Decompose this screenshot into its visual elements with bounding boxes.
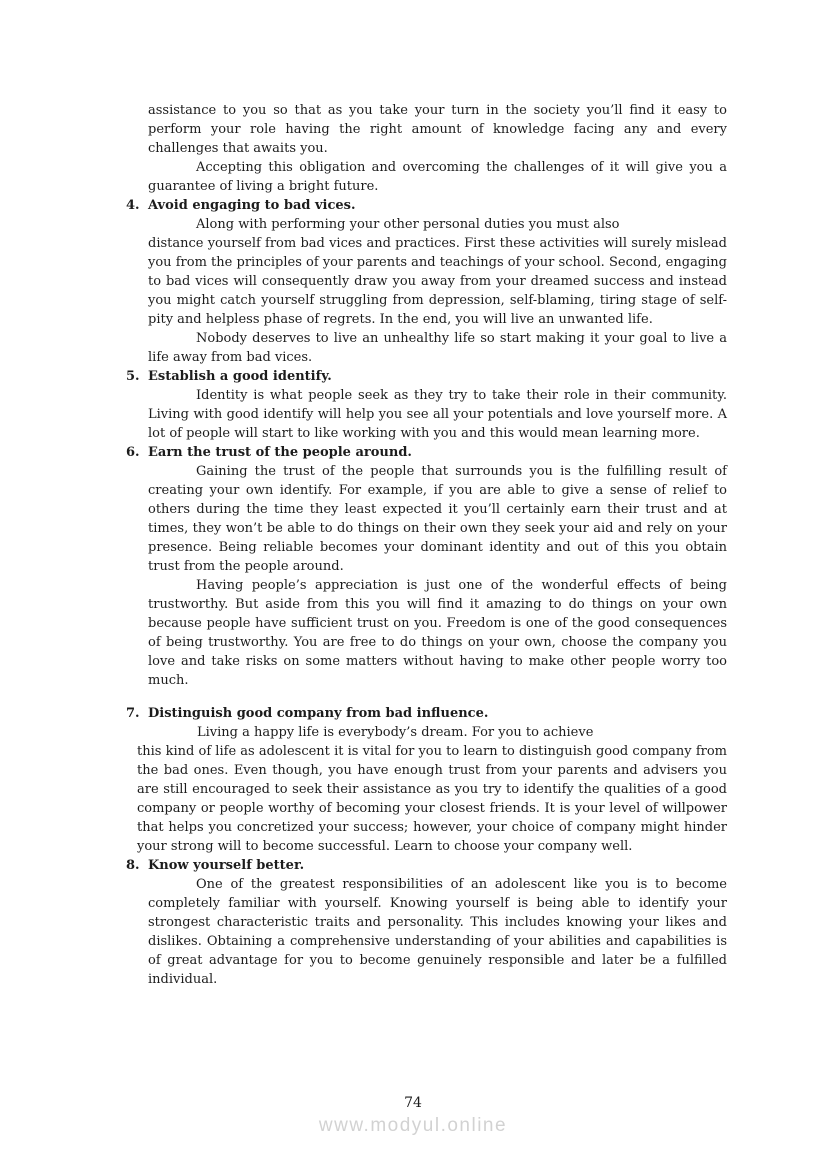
section-4-heading: [126, 196, 727, 215]
paragraph-section-6-gaining: Gaining the trust of the people that surrounds you is the fulfilling result of creating your own identify. For example, if you are able to give a sense of relief to others during the time they least expected it you’ll certainly earn their trust and at times, they won’t be able to do things on their own they seek your aid and rely on your presence. Being reliable becomes your dominant identity and out of this you obtain trust from the people around.: [148, 464, 727, 574]
section-4-number: 4.: [126, 198, 140, 213]
section-7-heading: [126, 704, 727, 723]
paragraph-section-4: [148, 215, 727, 329]
section-6-title: Earn the trust of the people around.: [148, 445, 412, 460]
page-number: 74: [404, 1095, 422, 1111]
section-6-number: 6.: [126, 445, 140, 460]
paragraph-continuation: assistance to you so that as you take your turn in the society you’ll find it easy to perform your role having the right amount of knowledge facing any and every challenges that awaits you.: [148, 103, 727, 156]
section-5-title: Establish a good identify.: [148, 369, 332, 384]
paragraph-spacer: [148, 690, 727, 704]
paragraph-section-4-rest: distance yourself from bad vices and practices. First these activities will surely mislead you from the principles of your parents and teachings of your school. Second, engaging to bad vices will consequently draw you away from your dreamed success and instead you might catch yourself struggling from depression, self-blaming, tiring stage of self-pity and helpless phase of regrets. In the end, you will live an unwanted life.: [148, 236, 727, 327]
paragraph-nobody-deserves: Nobody deserves to live an unhealthy life so start making it your goal to live a life away from bad vices.: [148, 331, 727, 365]
section-7-number: 7.: [126, 706, 140, 721]
paragraph-section-7: [137, 723, 727, 856]
paragraph-section-7-rest: this kind of life as adolescent it is vital for you to learn to distinguish good company from the bad ones. Even though, you have enough trust from your parents and advisers you are still encouraged to seek their assistance as you try to identify the qualities of a good company or people worthy of becoming your closest friends. It is your level of willpower that helps you concretized your success; however, your choice of company might hinder your strong will to become successful. Learn to choose your company well.: [137, 744, 727, 854]
watermark-text: www.modyul.online: [318, 1115, 508, 1136]
paragraph-section-8: One of the greatest responsibilities of an adolescent like you is to become completely familiar with yourself. Knowing yourself is being able to identify your strongest characteristic traits and personality. This includes knowing your likes and dislikes. Obtaining a comprehensive understanding of your abilities and capabilities is of great advantage for you to become genuinely responsible and later be a fulfilled individual.: [148, 877, 727, 987]
section-7-title: Distinguish good company from bad influence.: [148, 706, 489, 721]
section-8-number: 8.: [126, 858, 140, 873]
section-8-title: Know yourself better.: [148, 858, 305, 873]
paragraph-section-6-having: Having people’s appreciation is just one of the wonderful effects of being trustworthy. But aside from this you will find it amazing to do things on your own because people have sufficient trust on you. Freedom is one of the good consequences of being trustworthy. You are free to do things on your own, choose the company you love and take risks on some matters without having to make other people worry too much.: [148, 578, 727, 688]
section-5-heading: [126, 367, 727, 386]
paragraph-section-7-line1: Living a happy life is everybody’s dream. For you to achieve: [197, 725, 594, 740]
paragraph-section-4-line1: Along with performing your other personal duties you must also: [196, 217, 620, 232]
paragraph-accepting-obligation: Accepting this obligation and overcoming the challenges of it will give you a guarantee of living a bright future.: [148, 160, 727, 194]
paragraph-section-5: Identity is what people seek as they try to take their role in their community. Living with good identify will help you see all your potentials and love yourself more. A lot of people will start to like working with you and this would mean learning more.: [148, 388, 727, 441]
section-5-number: 5.: [126, 369, 140, 384]
section-6-heading: [126, 443, 727, 462]
text-column: [126, 101, 727, 989]
section-4-title: Avoid engaging to bad vices.: [148, 198, 356, 213]
section-8-heading: [126, 856, 727, 875]
